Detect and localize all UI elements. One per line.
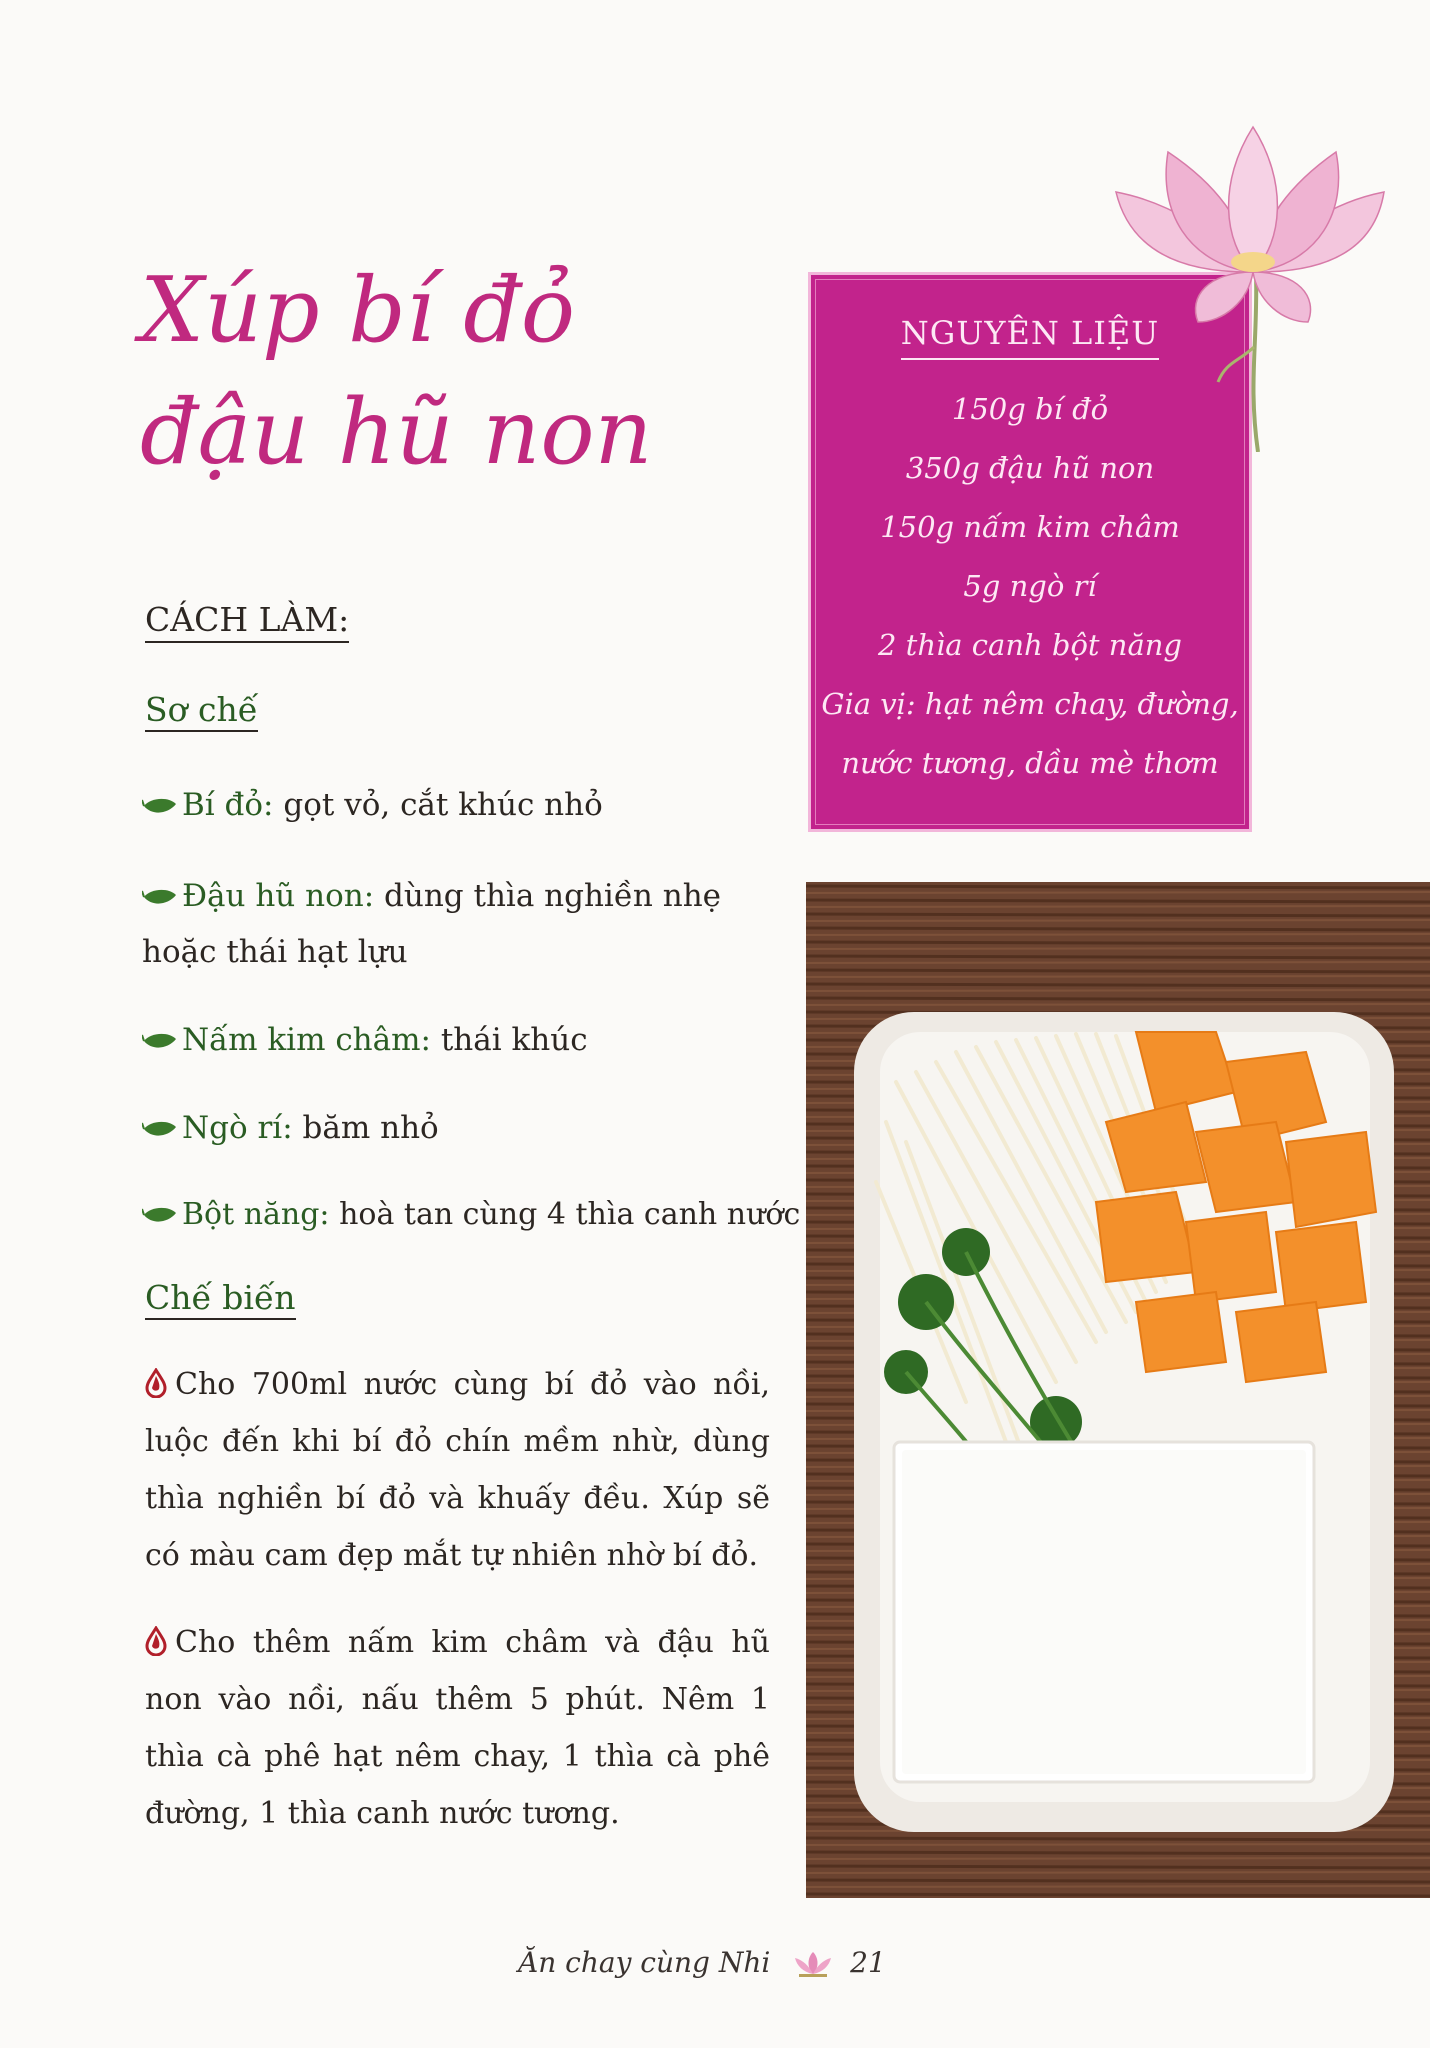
prep-item-text: hoà tan cùng 4 thìa canh nước <box>329 1197 801 1232</box>
book-title: Ăn chay cùng Nhi <box>518 1946 771 1979</box>
cook-step-text: Cho thêm nấm kim châm và đậu hũ non vào nồi, nấu thêm 5 phút. Nêm 1 thìa cà phê hạt nêm chay, 1 thìa cà phê đường, 1 thìa canh nước tương. <box>145 1625 770 1831</box>
prep-item-name: Ngò rí: <box>182 1110 293 1146</box>
prep-item-name: Nấm kim châm: <box>182 1022 431 1058</box>
ingredient-item: nước tương, dầu mè thơm <box>841 746 1219 780</box>
page-footer <box>518 1946 886 1979</box>
ingredients-photo <box>806 882 1430 1898</box>
prep-item-text: gọt vỏ, cắt khúc nhỏ <box>273 787 603 823</box>
ingredient-item: 5g ngò rí <box>963 569 1097 603</box>
ingredient-item: 350g đậu hũ non <box>905 451 1155 485</box>
flame-bullet-icon <box>145 1368 167 1398</box>
prep-item <box>142 868 782 980</box>
flame-bullet-icon <box>145 1626 167 1656</box>
leaf-bullet-icon <box>142 796 178 818</box>
prep-item-name: Bột năng: <box>182 1197 330 1232</box>
leaf-bullet-icon <box>142 1031 178 1053</box>
prep-item <box>142 1100 782 1156</box>
prep-item-name: Đậu hũ non: <box>182 878 375 914</box>
prep-item-name: Bí đỏ: <box>182 787 274 823</box>
cook-heading: Chế biến <box>145 1278 296 1320</box>
cook-step <box>145 1356 770 1584</box>
prep-item <box>142 777 782 833</box>
leaf-bullet-icon <box>142 1119 178 1141</box>
lotus-flower-illustration <box>1108 122 1388 452</box>
method-heading: CÁCH LÀM: <box>145 600 349 643</box>
title-line-2: đậu hũ non <box>140 380 653 485</box>
ingredient-item: 150g nấm kim châm <box>880 510 1180 544</box>
recipe-title <box>140 250 780 494</box>
ingredient-item: 2 thìa canh bột năng <box>878 628 1182 662</box>
prep-item <box>142 1012 782 1068</box>
cook-step <box>145 1614 770 1842</box>
prep-item-text: dùng thìa nghiền nhẹ hoặc thái hạt lựu <box>142 878 722 970</box>
leaf-bullet-icon <box>142 1205 178 1227</box>
prep-heading: Sơ chế <box>145 690 258 732</box>
cook-step-text: Cho 700ml nước cùng bí đỏ vào nồi, luộc đến khi bí đỏ chín mềm nhừ, dùng thìa nghiền bí đỏ và khuấy đều. Xúp sẽ có màu cam đẹp mắt tự nhiên nhờ bí đỏ. <box>145 1367 770 1573</box>
leaf-bullet-icon <box>142 887 178 909</box>
prep-item <box>142 1187 801 1243</box>
lotus-icon <box>793 1950 833 1978</box>
ingredient-item: Gia vị: hạt nêm chay, đường, <box>821 687 1239 721</box>
page-number: 21 <box>850 1946 886 1979</box>
prep-item-text: thái khúc <box>430 1022 588 1058</box>
ingredient-item: 150g bí đỏ <box>951 392 1109 426</box>
prep-item-text: băm nhỏ <box>292 1110 439 1146</box>
ingredients-heading: NGUYÊN LIỆU <box>901 314 1159 360</box>
title-line-1: Xúp bí đỏ <box>140 258 576 363</box>
